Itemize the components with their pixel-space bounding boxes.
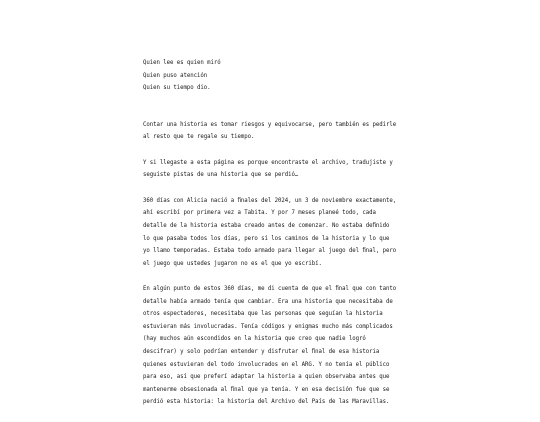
text-line: estuvieran más involucradas. Tenía códigos y enigmas mucho más complicados — [143, 323, 393, 330]
text-line: descifrar) y solo podrían entender y disfrutar el ﬁnal de esa historia — [143, 349, 380, 356]
text-line: otros espectadores, necesitaba que las personas que seguían la historia — [143, 311, 383, 318]
text-line: yo llamo temporadas. Estaba todo armado para llegar al juego del ﬁnal, pero — [143, 248, 397, 255]
text-line: Y si llegaste a esta página es porque encontraste el archivo, tradujiste y — [143, 159, 393, 166]
document-body — [143, 57, 405, 422]
text-line: perdió esta historia: la historia del Archivo del País de las Maravillas. — [143, 399, 390, 406]
text-line: ahí escribí por primera vez a Tabita. Y por 7 meses planeé todo, cada — [143, 210, 376, 217]
paragraph-change — [143, 283, 405, 409]
opening-verse — [143, 57, 405, 95]
paragraph-archive — [143, 157, 405, 182]
verse-line: Quien puso atención — [143, 72, 208, 79]
text-line: lo que pasaba todos los días, pero sí los caminos de la historia y lo que — [143, 235, 390, 242]
text-line: Contar una historia es tomar riesgos y equivocarse, pero también es pedirle — [143, 121, 397, 128]
paragraph-origin — [143, 195, 405, 271]
text-line: mantenerme obsesionada al ﬁnal que ya tenía. Y en esa decisión fue que se — [143, 386, 390, 393]
text-line: para eso, así que preferí adaptar la historia a quien observaba antes que — [143, 374, 390, 381]
text-line: (hay muchos aún escondidos en la historia que creo que nadie logró — [143, 336, 366, 343]
text-line: seguiste pistas de una historia que se perdió… — [143, 172, 299, 179]
verse-line: Quien lee es quien miró — [143, 60, 221, 66]
text-line: detalle de la historia estaba creado antes de comenzar. No estaba deﬁnido — [143, 222, 390, 229]
text-line: 360 días con Alicia nació a ﬁnales del 2024, un 3 de noviembre exactamente, — [143, 197, 397, 204]
text-line: el juego que ustedes jugaron no es el que yo escribí. — [143, 260, 322, 267]
text-line: quienes estuvieran del todo involucrados en el ARG. Y no tenía el público — [143, 361, 390, 368]
paragraph-intro — [143, 119, 405, 144]
text-line: detalle había armado tenía que cambiar. Era una historia que necesitaba de — [143, 298, 393, 305]
text-line: al resto que te regale su tiempo. — [143, 134, 255, 141]
verse-line: Quien su tiempo dio. — [143, 85, 211, 92]
text-line: En algún punto de estos 360 días, me di cuenta de que el ﬁnal que con tanto — [143, 286, 397, 293]
